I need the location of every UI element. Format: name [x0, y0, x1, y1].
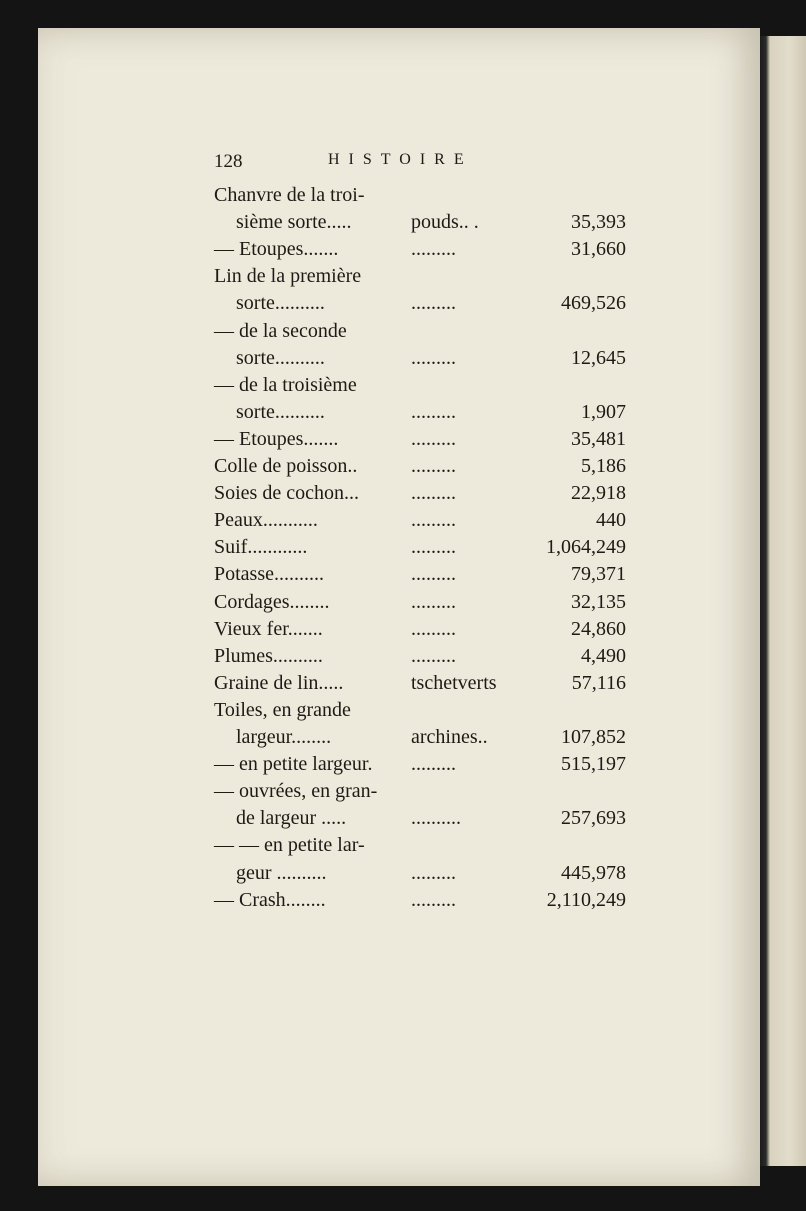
entry-value: 469,526: [561, 292, 626, 314]
table-row: [0, 753, 626, 781]
table-row: [0, 428, 626, 456]
entry-value: 79,371: [571, 563, 626, 585]
table-row: [0, 238, 626, 266]
entry-unit: .........: [411, 536, 456, 558]
table-row: [0, 374, 626, 402]
entry-unit: .........: [411, 753, 456, 775]
entry-value: 5,186: [581, 455, 626, 477]
entry-value: 12,645: [571, 347, 626, 369]
entry-label: — — en petite lar-: [214, 834, 365, 856]
table-row: [0, 401, 626, 429]
entry-value: 4,490: [581, 645, 626, 667]
entry-value: 1,907: [581, 401, 626, 423]
entry-unit: .........: [411, 618, 456, 640]
entry-label: Vieux fer.......: [214, 618, 323, 640]
entry-value: 257,693: [561, 807, 626, 829]
entry-unit: .........: [411, 292, 456, 314]
table-row: [0, 211, 626, 239]
table-row: [0, 780, 626, 808]
entry-label: — Crash........: [214, 889, 326, 911]
table-row: [0, 482, 626, 510]
table-row: [0, 184, 626, 212]
entry-label: Lin de la première: [214, 265, 362, 287]
entry-unit: tschetverts: [411, 672, 497, 694]
entry-unit: ..........: [411, 807, 461, 829]
entry-value: 107,852: [561, 726, 626, 748]
table-row: [0, 889, 626, 917]
entry-unit: .........: [411, 509, 456, 531]
entry-unit: .........: [411, 591, 456, 613]
entry-label: — ouvrées, en gran-: [214, 780, 378, 802]
entry-unit: .........: [411, 889, 456, 911]
table-row: [0, 645, 626, 673]
entry-unit: .........: [411, 401, 456, 423]
table-row: [0, 320, 626, 348]
entry-unit: .........: [411, 238, 456, 260]
table-row: [0, 265, 626, 293]
entry-label: largeur........: [236, 726, 332, 748]
entry-label: Peaux...........: [214, 509, 318, 531]
table-row: [0, 292, 626, 320]
entry-label: Suif............: [214, 536, 308, 558]
table-row: [0, 509, 626, 537]
entry-label: Toiles, en grande: [214, 699, 351, 721]
table-row: [0, 834, 626, 862]
entry-value: 445,978: [561, 862, 626, 884]
page-number: 128: [214, 151, 243, 172]
entry-value: 57,116: [571, 672, 626, 694]
entry-label: Colle de poisson..: [214, 455, 358, 477]
table-row: [0, 563, 626, 591]
entry-unit: pouds.. .: [411, 211, 479, 233]
entry-label: geur ..........: [236, 862, 327, 884]
entry-unit: .........: [411, 347, 456, 369]
entry-unit: .........: [411, 563, 456, 585]
entry-label: — Etoupes.......: [214, 428, 339, 450]
entry-label: sième sorte.....: [236, 211, 352, 233]
entry-unit: .........: [411, 455, 456, 477]
entry-unit: .........: [411, 645, 456, 667]
entry-unit: archines..: [411, 726, 488, 748]
entry-label: Chanvre de la troi-: [214, 184, 365, 206]
entry-label: sorte..........: [236, 401, 325, 423]
entry-label: — Etoupes.......: [214, 238, 339, 260]
entry-label: — de la troisième: [214, 374, 357, 396]
table-row: [0, 699, 626, 727]
entry-label: de largeur .....: [236, 807, 347, 829]
entry-value: 35,393: [571, 211, 626, 233]
entry-value: 32,135: [571, 591, 626, 613]
table-row: [0, 807, 626, 835]
entry-value: 440: [596, 509, 626, 531]
entry-label: Potasse..........: [214, 563, 324, 585]
table-row: [0, 347, 626, 375]
entry-unit: .........: [411, 862, 456, 884]
table-row: [0, 862, 626, 890]
running-title: HISTOIRE: [328, 151, 473, 168]
table-row: [0, 455, 626, 483]
entry-value: 35,481: [571, 428, 626, 450]
entry-label: — en petite largeur.: [214, 753, 373, 775]
entry-label: Cordages........: [214, 591, 330, 613]
entry-label: sorte..........: [236, 347, 325, 369]
table-row: [0, 726, 626, 754]
entry-label: Plumes..........: [214, 645, 323, 667]
entry-label: Graine de lin.....: [214, 672, 344, 694]
entry-unit: .........: [411, 482, 456, 504]
entry-value: 31,660: [571, 238, 626, 260]
entry-value: 1,064,249: [546, 536, 626, 558]
table-row: [0, 536, 626, 564]
entry-value: 2,110,249: [546, 889, 626, 911]
entry-value: 24,860: [571, 618, 626, 640]
table-row: [0, 672, 626, 700]
entry-value: 515,197: [561, 753, 626, 775]
entry-label: sorte..........: [236, 292, 325, 314]
entry-label: Soies de cochon...: [214, 482, 359, 504]
table-row: [0, 591, 626, 619]
entry-value: 22,918: [571, 482, 626, 504]
table-row: [0, 618, 626, 646]
entry-unit: .........: [411, 428, 456, 450]
entry-label: — de la seconde: [214, 320, 347, 342]
